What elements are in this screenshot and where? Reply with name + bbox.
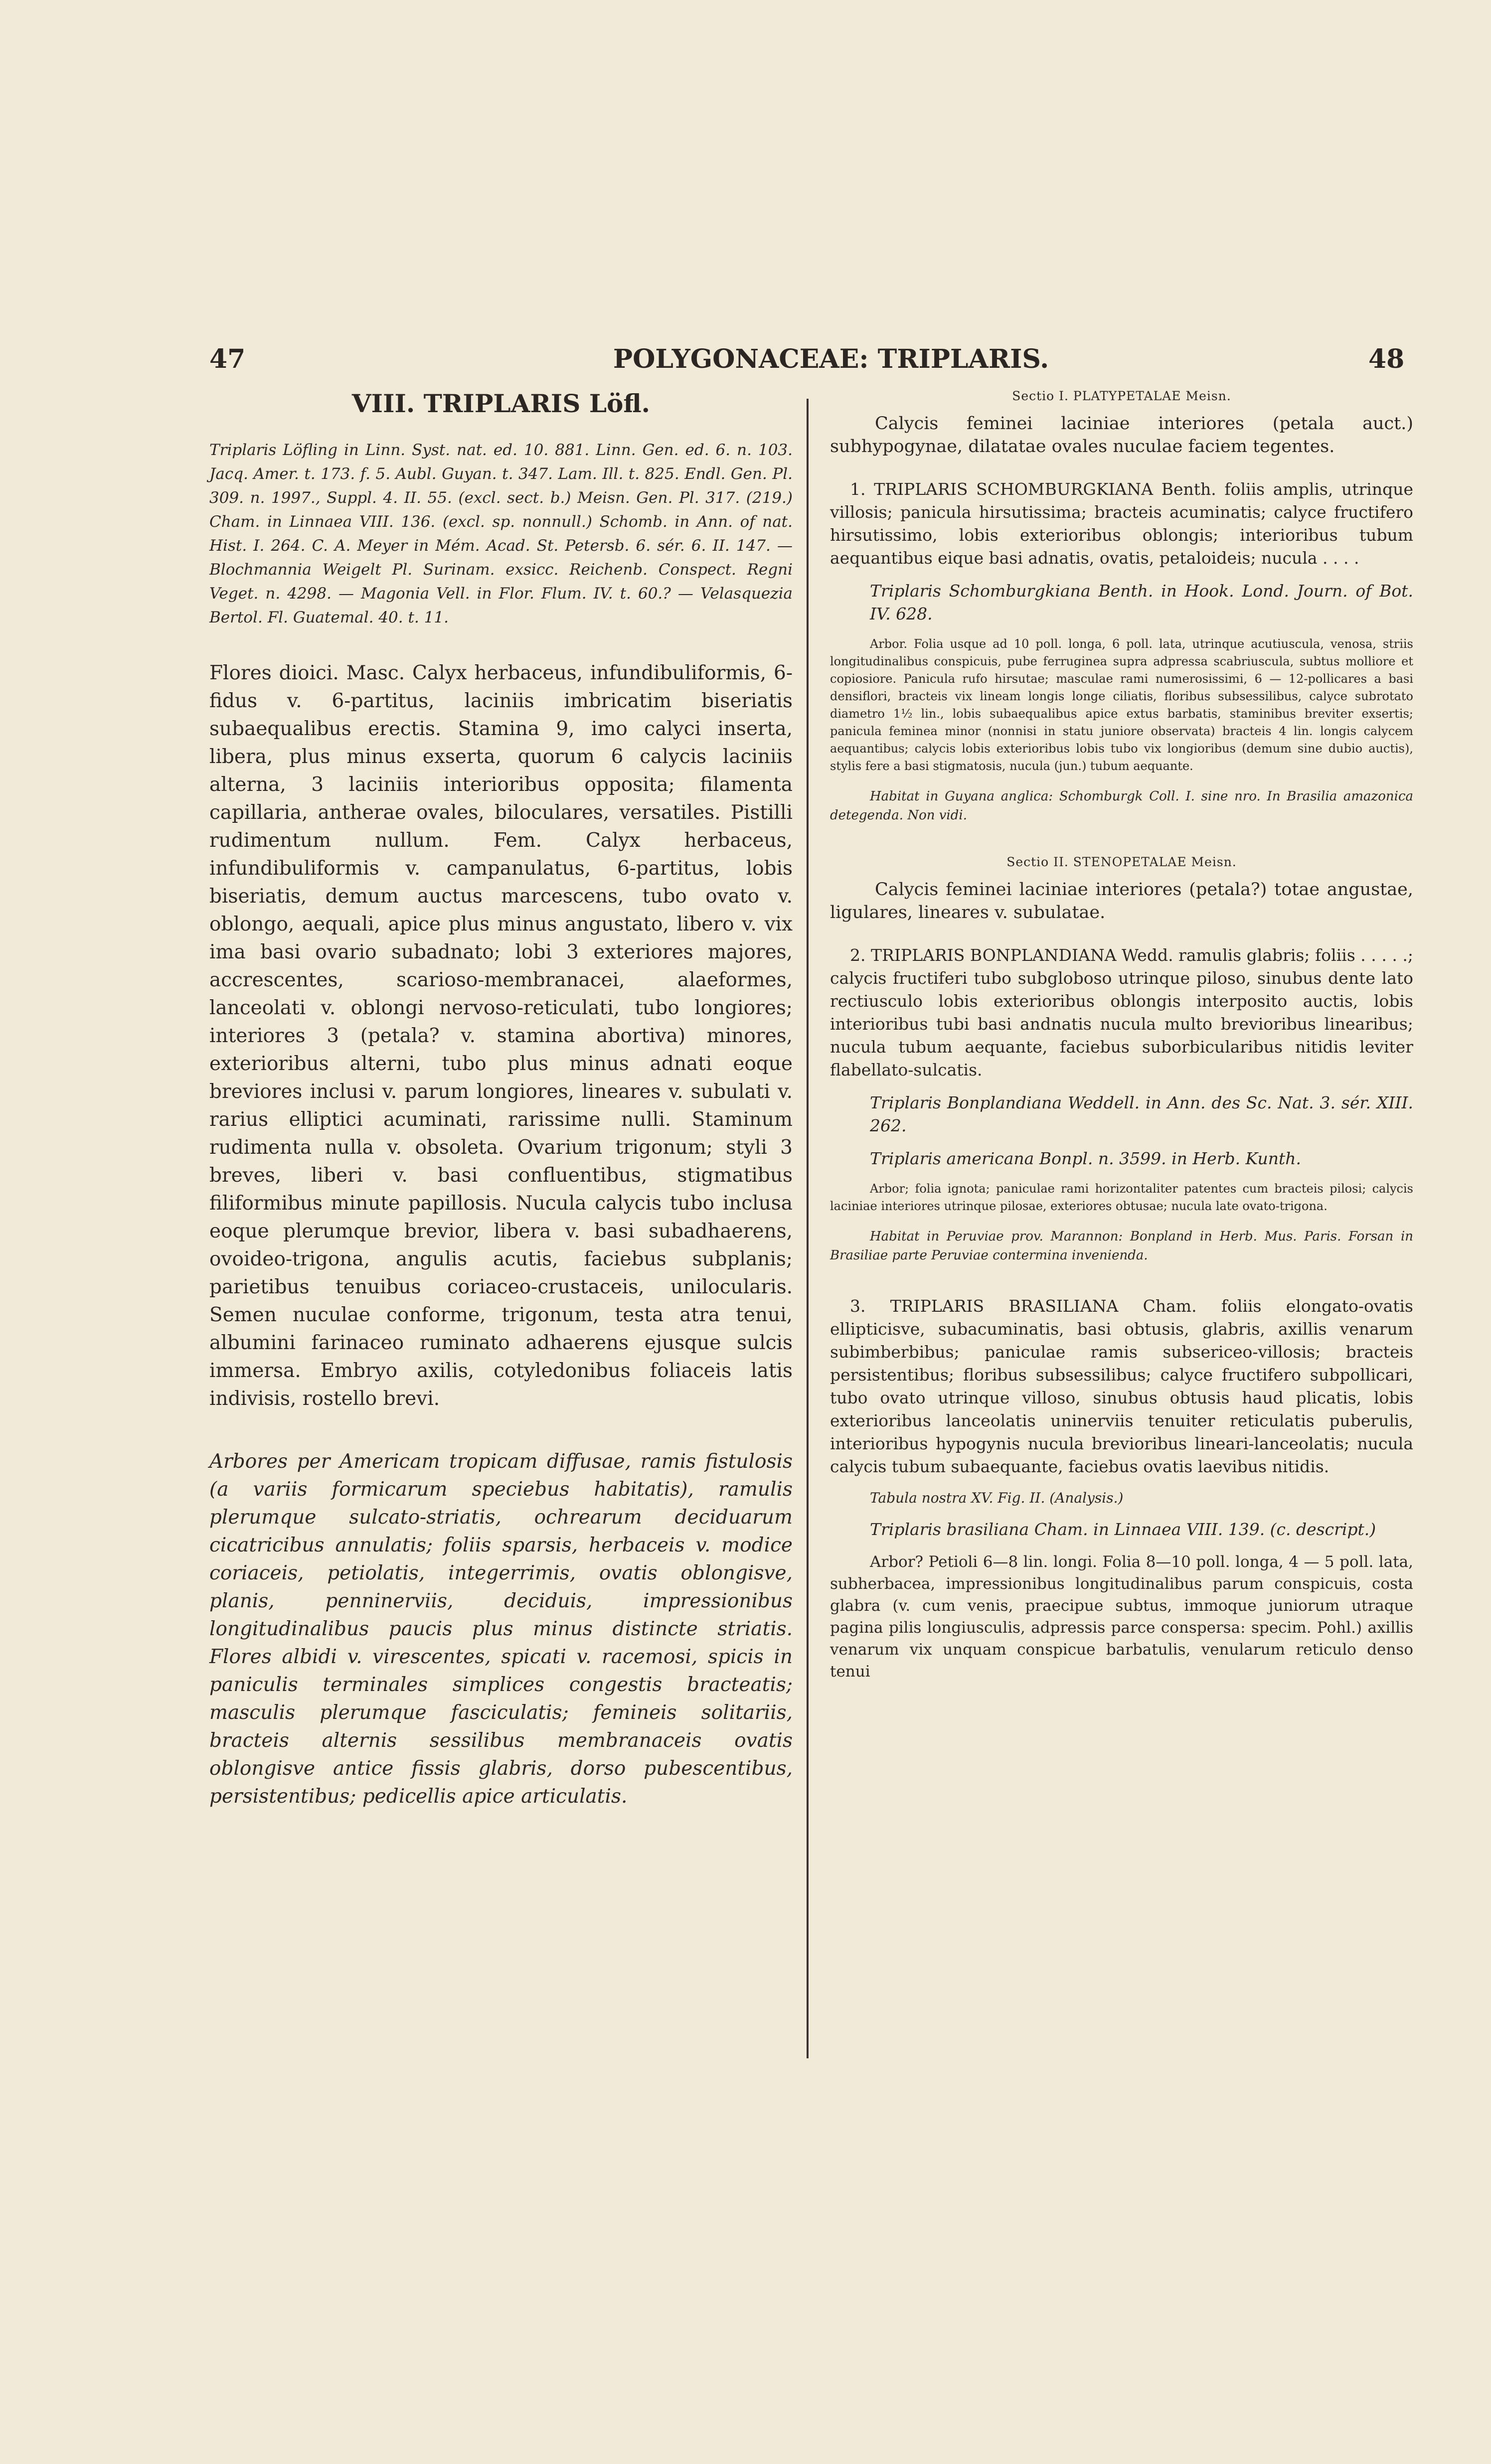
genus-title: VIII. TRIPLARIS Löfl. — [351, 389, 651, 418]
genus-description: Flores dioici. Masc. Calyx herbaceus, infundibuliformis, 6-fidus v. 6-partitus, laciniis imbricatim biseriatis subaequalibus erectis. Stamina 9, imo calyci inserta, libera, plus minus exserta, quorum 6 calycis laciniis alterna, 3 laciniis interioribus opposita; filamenta capillaria, antherae ovales, biloculares, versatiles. Pistilli rudimentum nullum. Fem. Calyx herbaceus, infundibuliformis v. campanulatus, 6-partitus, lobis biseriatis, demum auctus marcescens, tubo ovato v. oblongo, aequali, apice plus minus angustato, libero v. vix ima basi ovario subadnato; lobi 3 exteriores majores, accrescentes, scarioso-membranacei, alaeformes, lanceolati v. oblongi nervoso-reticulati, tubo longiores; interiores 3 (petala? v. stamina abortiva) minores, exterioribus alterni, tubo plus minus adnati eoque breviores inclusi v. parum longiores, lineares v. subulati v. rarius elliptici acuminati, rarissime nulli. Staminum rudimenta nulla v. obsoleta. Ovarium trigonum; styli 3 breves, liberi v. basi confluentibus, stigmatibus filiformibus minute papillosis. Nucula calycis tubo inclusa eoque plerumque brevior, libera v. basi subadhaerens, ovoideo-trigona, angulis acutis, faciebus subplanis; parietibus tenuibus coriaceo-crustaceis, unilocularis. Semen nuculae conforme, trigonum, testa atra tenui, albumini farinaceo ruminato adhaerens ejusque sulcis immersa. Embryo axilis, cotyledonibus foliaceis latis indivisis, rostello brevi. — [209, 662, 793, 1410]
species-3-diagnosis: 3. TRIPLARIS BRASILIANA Cham. foliis elongato-ovatis ellipticisve, subacuminatis, basi obtusis, glabris, axillis venarum subimberbibus; paniculae ramis subsericeo-villosis; bracteis persistentibus; floribus subsessilibus; calyce fructifero subpollicari, tubo ovato utrinque villoso, sinubus obtusis haud plicatis, lobis exterioribus lanceolatis uninerviis tenuiter reticulatis puberulis, interioribus hypogynis nucula brevioribus lineari-lanceolatis; nucula calycis tubum subaequante, faciebus ovatis laevibus nitidis. — [830, 1296, 1413, 1476]
species-2-habitat: Habitat in Peruviae prov. Marannon: Bonpland in Herb. Mus. Paris. Forsan in Brasiliae parte Peruviae contermina invenienda. — [830, 1229, 1413, 1263]
species-1-citation: Triplaris Schomburgkiana Benth. in Hook. Lond. Journ. of Bot. IV. 628. — [870, 581, 1413, 623]
genus-habit: Arbores per Americam tropicam diffusae, ramis fistulosis (a variis formicarum speciebus habitatis), ramulis plerumque sulcato-striatis, ochrearum deciduarum cicatricibus annulatis; foliis sparsis, herbaceis v. modice coriaceis, petiolatis, integerrimis, ovatis oblongisve, planis, penninerviis, deciduis, impressionibus longitudinalibus paucis plus minus distincte striatis. Flores albidi v. virescentes, spicati v. racemosi, spicis in paniculis terminales simplices congestis bracteatis; masculis plerumque fasciculatis; femineis solitariis, bracteis alternis sessilibus membranaceis ovatis oblongisve antice fissis glabris, dorso pubescentibus, persistentibus; pedicellis apice articulatis. — [209, 1450, 793, 1808]
left-column — [209, 389, 793, 1811]
species-2-citation-2: Triplaris americana Bonpl. n. 3599. in Herb. Kunth. — [870, 1149, 1301, 1168]
species-3-description: Arbor? Petioli 6—8 lin. longi. Folia 8—10 poll. longa, 4 — 5 poll. lata, subherbacea, impressionibus longitudinalibus parum conspicuis, costa glabra (v. cum venis, praecipue subtus, immoque juniorum utraque pagina pilis longiusculis, adpressis parce conspersa: specim. Pohl.) axillis venarum vix unquam conspicue barbatulis, venularum reticulo denso tenui — [830, 1553, 1413, 1681]
species-1-diagnosis: 1. TRIPLARIS SCHOMBURGKIANA Benth. foliis amplis, utrinque villosis; panicula hirsutissima; bracteis acuminatis; calyce fructifero hirsutissimo, lobis exterioribus oblongis; interioribus tubum aequantibus eique basi adnatis, ovatis, petaloideis; nucula . . . . — [830, 479, 1413, 568]
species-2-citation-1: Triplaris Bonplandiana Weddell. in Ann. des Sc. Nat. 3. sér. XIII. 262. — [870, 1093, 1413, 1135]
right-column — [830, 389, 1413, 1683]
species-2-description: Arbor; folia ignota; paniculae rami horizontaliter patentes cum bracteis pilosi; calycis laciniae interiores utrinque pilosae, exteriores obtusae; nucula late ovato-trigona. — [830, 1182, 1413, 1213]
page-number-right: 48 — [1368, 344, 1405, 374]
page-number-left: 47 — [209, 344, 246, 374]
section-1-title: Sectio I. PLATYPETALAE Meisn. — [1012, 389, 1231, 403]
column-divider — [807, 399, 809, 2058]
running-title: POLYGONACEAE: TRIPLARIS. — [613, 344, 1049, 374]
species-3-plate-reference: Tabula nostra XV. Fig. II. (Analysis.) — [870, 1490, 1124, 1506]
section-2-title: Sectio II. STENOPETALAE Meisn. — [1006, 855, 1237, 869]
genus-synonymy: Triplaris Löfling in Linn. Syst. nat. ed. 10. 881. Linn. Gen. ed. 6. n. 103. Jacq. Amer. t. 173. f. 5. Aubl. Guyan. t. 347. Lam. Ill. t. 825. Endl. Gen. Pl. 309. n. 1997., Suppl. 4. II. 55. (excl. sect. b.) Meisn. Gen. Pl. 317. (219.) Cham. in Linnaea VIII. 136. (excl. sp. nonnull.) Schomb. in Ann. of nat. Hist. I. 264. C. A. Meyer in Mém. Acad. St. Petersb. 6. sér. 6. II. 147. — Blochmannia Weigelt Pl. Surinam. exsicc. Reichenb. Conspect. Regni Veget. n. 4298. — Magonia Vell. in Flor. Flum. IV. t. 60.? — Velasquezia Bertol. Fl. Guatemal. 40. t. 11. — [209, 441, 793, 626]
section-2-definition: Calycis feminei laciniae interiores (petala?) totae angustae, ligulares, lineares v. subulatae. — [830, 880, 1413, 923]
species-1-habitat: Habitat in Guyana anglica: Schomburgk Coll. I. sine nro. In Brasilia amazonica detegenda. Non vidi. — [830, 789, 1413, 823]
species-2-diagnosis: 2. TRIPLARIS BONPLANDIANA Wedd. ramulis glabris; foliis . . . . .; calycis fructiferi tubo subgloboso utrinque piloso, sinubus dente lato rectiusculo lobis exterioribus oblongis interposito auctis, lobis interioribus tubi basi andnatis nucula multo brevioribus linearibus; nucula tubum aequante, faciebus suborbicularibus nitidis leviter flabellato-sulcatis. — [830, 945, 1413, 1079]
species-1-description: Arbor. Folia usque ad 10 poll. longa, 6 poll. lata, utrinque acutiuscula, venosa, striis longitudinalibus conspicuis, pube ferruginea supra adpressa scabriuscula, subtus molliore et copiosiore. Panicula rufo hirsutae; masculae rami numerosissimi, 6 — 12-pollicares a basi densiflori, bracteis vix lineam longis longe ciliatis, floribus subsessilibus, calyce subrotato diametro 1½ lin., lobis subaequalibus apice extus barbatis, staminibus breviter exsertis; panicula feminea minor (nonnisi in statu juniore observata) bracteis 4 lin. longis calycem aequantibus; calycis lobis exterioribus lobis tubo vix longioribus (demum sine dubio auctis), stylis fere a basi stigmatosis, nucula (jun.) tubum aequante. — [830, 637, 1413, 773]
section-1-definition: Calycis feminei laciniae interiores (petala auct.) subhypogynae, dilatatae ovales nuculae faciem tegentes. — [830, 414, 1413, 457]
species-3-citation: Triplaris brasiliana Cham. in Linnaea VIII. 139. (c. descript.) — [870, 1520, 1376, 1539]
